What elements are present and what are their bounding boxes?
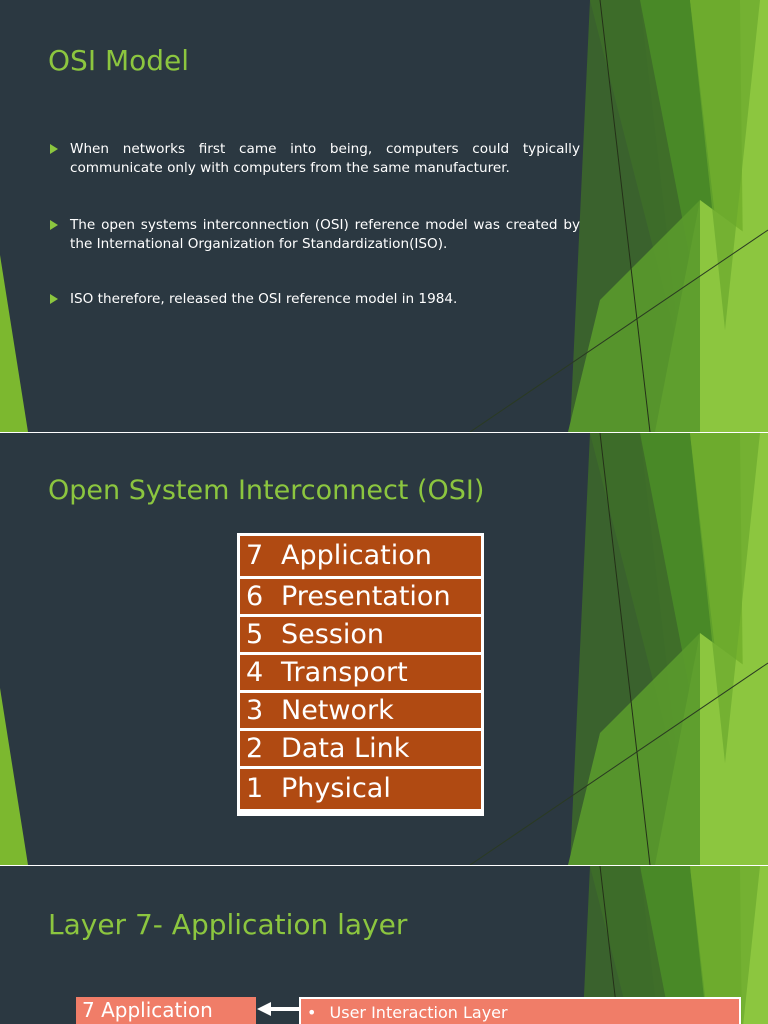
- arrow-left-icon: [257, 1002, 271, 1016]
- layer-number: 6: [246, 580, 264, 612]
- layer-name: Physical: [281, 773, 391, 804]
- bullet-text: The open systems interconnection (OSI) reference model was created by the International Organization for Standardization(ISO).: [70, 217, 580, 252]
- layer-number: 7: [246, 540, 264, 571]
- slide-osi-layers: [0, 433, 768, 865]
- layer-number: 4: [246, 656, 264, 688]
- osi-layer-row: [240, 769, 481, 809]
- layer-name: Data Link: [281, 732, 410, 764]
- layer-number: 1: [246, 773, 264, 804]
- slide-osi-model: [0, 0, 768, 432]
- description-item: User Interaction Layer: [329, 1003, 508, 1022]
- layer-name: Presentation: [281, 580, 451, 612]
- slide-title: OSI Model: [48, 44, 190, 77]
- bullet-item: [48, 140, 580, 178]
- bullet-arrow-icon: [50, 144, 58, 154]
- bullet-item: [48, 290, 580, 309]
- bullet-text: ISO therefore, released the OSI reference model in 1984.: [70, 291, 458, 307]
- layer-number: 5: [246, 618, 264, 650]
- bullet-arrow-icon: [50, 220, 58, 230]
- osi-layer-row: [240, 617, 481, 652]
- bullet-text: When networks first came into being, computers could typically communicate only with computers from the same manufacturer.: [70, 141, 580, 176]
- application-layer-box: 7 Application: [76, 997, 256, 1024]
- osi-layer-row: [240, 579, 481, 614]
- osi-layer-row: [240, 731, 481, 766]
- slide-application-layer: [0, 866, 768, 1024]
- layer-name: Session: [281, 618, 385, 650]
- osi-layer-row: [240, 655, 481, 690]
- bullet-arrow-icon: [50, 294, 58, 304]
- description-box: [299, 997, 741, 1024]
- bullet-item: [48, 216, 580, 254]
- layer-name: Application: [281, 540, 432, 571]
- layer-name: Network: [281, 694, 394, 726]
- layer-number: 3: [246, 694, 264, 726]
- layer-name: Transport: [281, 656, 408, 688]
- slide-title: Layer 7- Application layer: [48, 908, 408, 941]
- bullet-list: [48, 140, 580, 309]
- osi-layer-row: [240, 536, 481, 576]
- arrow-connector: [270, 1007, 302, 1011]
- layer-number: 2: [246, 732, 264, 764]
- osi-layer-row: [240, 693, 481, 728]
- slide-title: Open System Interconnect (OSI): [48, 475, 485, 506]
- osi-layer-table: [237, 533, 484, 816]
- bullet-dot-icon: •: [307, 1003, 317, 1022]
